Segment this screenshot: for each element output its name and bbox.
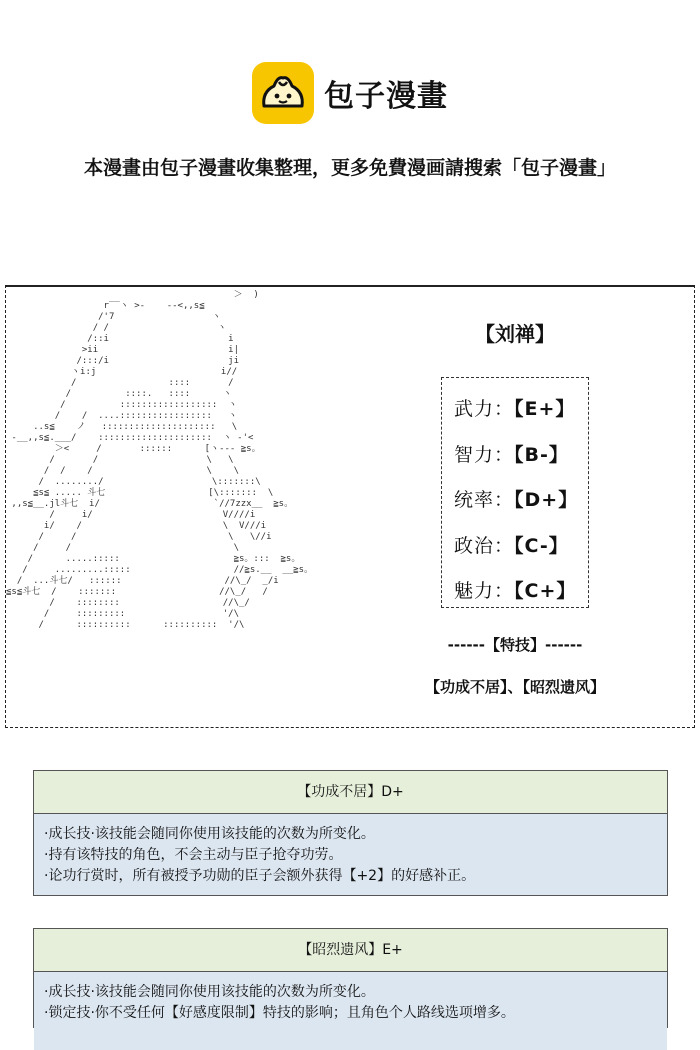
stat-row bbox=[454, 576, 576, 603]
stat-row bbox=[454, 394, 575, 421]
skill-card-title: 【昭烈遗风】E+ bbox=[34, 929, 667, 972]
stat-value: 【D+】 bbox=[514, 489, 579, 511]
skill-line: ·成长技·该技能会随同你使用该技能的次数为所变化。 bbox=[44, 984, 375, 1000]
stats-box bbox=[441, 377, 589, 608]
source-notice: 本漫畫由包子漫畫收集整理，更多免費漫画請搜索「包子漫畫」 bbox=[83, 157, 616, 179]
skills-header: ------【特技】------ bbox=[447, 636, 583, 654]
stat-value: 【B-】 bbox=[514, 444, 569, 466]
skill-card bbox=[33, 928, 668, 1028]
ascii-art-figure: ＞ ) r‾‾ヽ >- --<,,s≦ /'7 ヽ / / ヽ /::i i >ii i| /:::/i ji ヽi:j i// / :::: / / ::::. :::: ヽ / :::::::::::::::::: ヽ / / ....::::::::::::::::: ヽ ..s≦ ノ ::::::::::::::::::::: \ ‐__,,s≦.___/ ::::::::::::::::::::: ヽ ‐'< ＞< / :::::: [ヽ‐-- ≧s。 / / \ \ / / / \ \ / ......../ \:::::::\ ≦s≦ ..... 斗七 [\::::::: \ ,,s≦__.jl斗七 i/ `//7zzx__ ≧s。 / i/ V////i i/ / \ V///i / / \ \//i / / \ / .....::::: ≧s。::: ≧s。 / .........::::: //≧s.__ __≧s。 / ...斗七/ :::::: //\_/ _/i ≦s≦斗七 / ::::::: //\_/ / / :::::::: //\_/ / ::::::::: '/\ / :::::::::: :::::::::: '/\ bbox=[6, 290, 314, 630]
skill-line: ·论功行赏时，所有被授予功勋的臣子会额外获得【+2】的好感补正。 bbox=[44, 868, 476, 884]
stat-label: 魅力： bbox=[454, 580, 515, 602]
stat-label: 政治： bbox=[454, 535, 515, 557]
skill-card-body bbox=[34, 972, 667, 1050]
brand-name: 包子漫畫 bbox=[324, 79, 448, 114]
brand-header bbox=[0, 62, 700, 124]
stat-value: 【E+】 bbox=[514, 398, 576, 420]
stat-label: 智力： bbox=[454, 444, 515, 466]
stat-label: 武力： bbox=[454, 398, 515, 420]
panel-top-border bbox=[5, 285, 695, 287]
stat-row bbox=[454, 531, 569, 558]
skills-list: 【功成不居】、【昭烈遗风】 bbox=[424, 678, 605, 696]
bun-logo-icon bbox=[252, 62, 314, 124]
stat-row bbox=[454, 440, 569, 467]
skill-line: ·持有该特技的角色，不会主动与臣子抢夺功劳。 bbox=[44, 847, 343, 863]
skill-card-title: 【功成不居】D+ bbox=[34, 771, 667, 814]
skill-line: ·成长技·该技能会随同你使用该技能的次数为所变化。 bbox=[44, 826, 375, 842]
skill-card-body bbox=[34, 814, 667, 895]
stat-value: 【C+】 bbox=[514, 580, 577, 602]
skill-card bbox=[33, 770, 668, 896]
stat-value: 【C-】 bbox=[514, 535, 569, 557]
stat-row bbox=[454, 485, 578, 512]
stat-label: 统率： bbox=[454, 489, 515, 511]
character-name: 【刘禅】 bbox=[475, 322, 555, 346]
skill-line: ·锁定技·你不受任何【好感度限制】特技的影响；且角色个人路线选项增多。 bbox=[44, 1005, 515, 1021]
